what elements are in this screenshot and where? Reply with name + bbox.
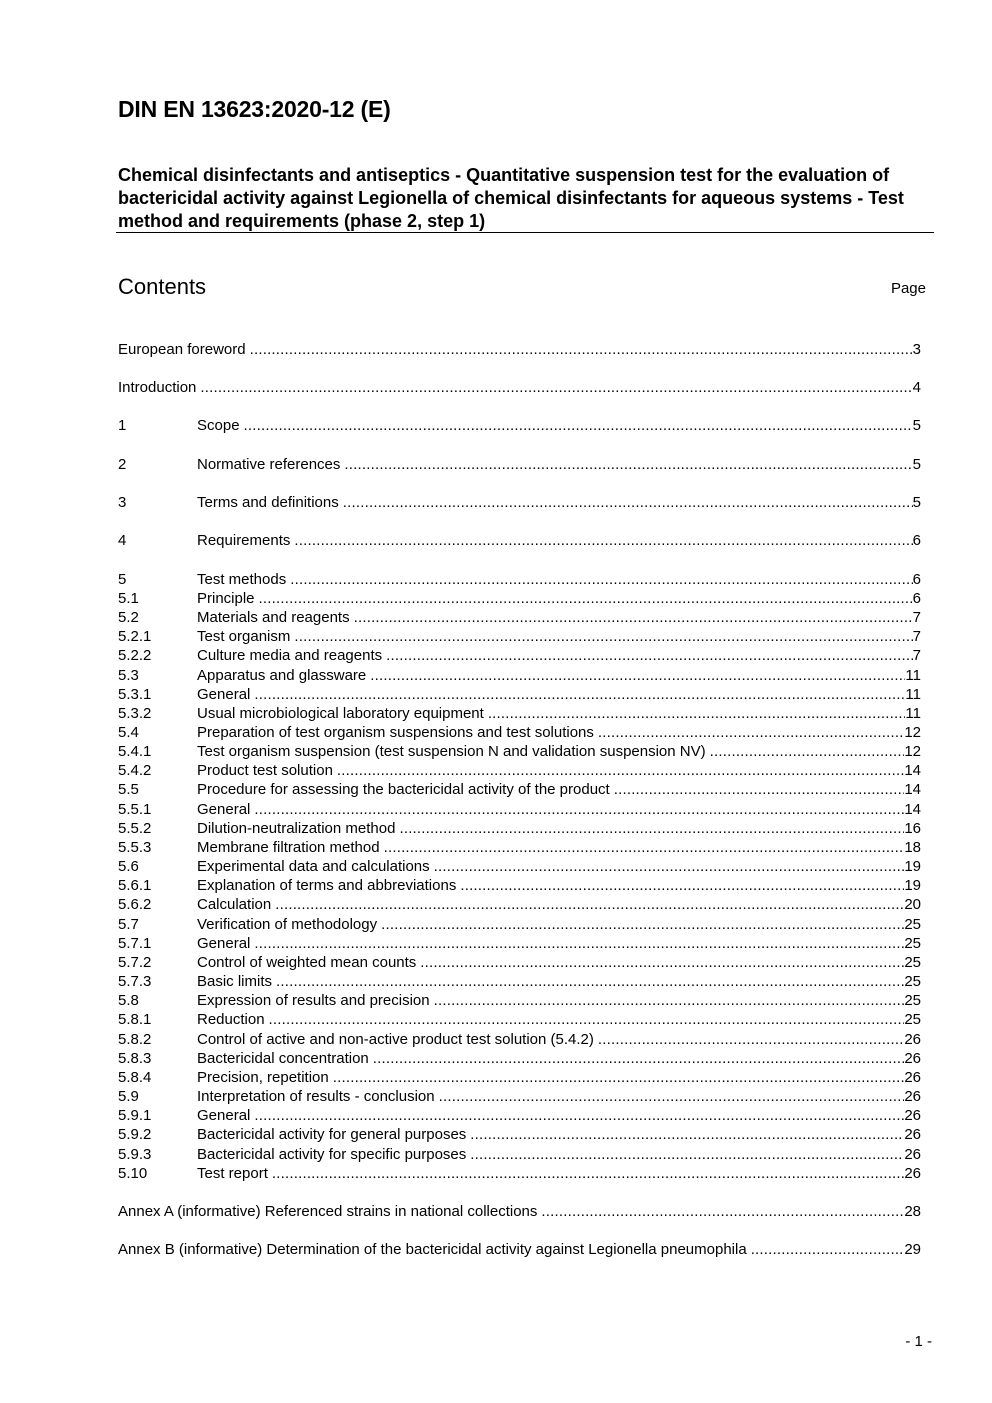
toc-page-number: 26: [904, 1031, 921, 1048]
toc-dot-leader: [254, 1106, 904, 1125]
toc-entry[interactable]: [118, 455, 921, 474]
toc-dot-leader: [275, 895, 904, 914]
toc-section-title: Precision, repetition: [197, 1069, 329, 1086]
toc-section-title: Calculation: [197, 896, 272, 913]
toc-dot-leader: [439, 1087, 905, 1106]
toc-dot-leader: [370, 666, 905, 685]
toc-section-number: 5.3.2: [118, 705, 152, 722]
toc-entry[interactable]: [118, 627, 921, 646]
toc-page-number: 5: [912, 494, 921, 511]
toc-dot-leader: [751, 1240, 905, 1259]
toc-entry[interactable]: [118, 685, 921, 704]
toc-page-number: 11: [905, 705, 921, 722]
toc-section-number: 5: [118, 571, 127, 588]
toc-section-title: Membrane filtration method: [197, 839, 380, 856]
toc-section-title: Procedure for assessing the bactericidal activity of the product: [197, 781, 610, 798]
toc-entry[interactable]: [118, 1164, 921, 1183]
toc-entry[interactable]: [118, 1106, 921, 1125]
footer-page-number: - 1 -: [905, 1333, 932, 1350]
toc-page-number: 7: [912, 647, 921, 664]
toc-page-number: 6: [912, 571, 921, 588]
toc-dot-leader: [290, 570, 912, 589]
toc-entry[interactable]: [118, 761, 921, 780]
toc-page-number: 14: [904, 762, 921, 779]
toc-page-number: 14: [904, 781, 921, 798]
toc-section-number: 5.2.2: [118, 647, 152, 664]
toc-dot-leader: [354, 608, 913, 627]
toc-entry[interactable]: [118, 1240, 921, 1259]
toc-dot-leader: [244, 416, 913, 435]
toc-section-number: 5.8.2: [118, 1031, 152, 1048]
toc-section-title: Dilution-neutralization method: [197, 820, 396, 837]
toc-section-title: Explanation of terms and abbreviations: [197, 877, 457, 894]
toc-page-number: 26: [904, 1107, 921, 1124]
toc-dot-leader: [470, 1145, 904, 1164]
toc-dot-leader: [276, 972, 904, 991]
toc-dot-leader: [420, 953, 904, 972]
toc-section-title: General: [197, 1107, 251, 1124]
toc-entry[interactable]: [118, 876, 921, 895]
toc-dot-leader: [254, 685, 905, 704]
toc-dot-leader: [381, 915, 904, 934]
toc-dot-leader: [598, 1030, 904, 1049]
toc-section-number: 5.8: [118, 992, 139, 1009]
toc-entry[interactable]: [118, 608, 921, 627]
toc-section-title: European foreword: [118, 341, 246, 358]
toc-section-number: 5.4.1: [118, 743, 152, 760]
toc-page-number: 14: [904, 801, 921, 818]
toc-section-title: Expression of results and precision: [197, 992, 430, 1009]
toc-entry[interactable]: [118, 531, 921, 550]
toc-section-number: 2: [118, 456, 127, 473]
toc-entry[interactable]: [118, 378, 921, 397]
toc-section-title: Bactericidal activity for specific purposes: [197, 1146, 467, 1163]
toc-section-title: General: [197, 686, 251, 703]
toc-section-number: 5.10: [118, 1165, 148, 1182]
toc-dot-leader: [470, 1125, 904, 1144]
toc-section-number: 1: [118, 417, 127, 434]
toc-section-number: 4: [118, 532, 127, 549]
toc-dot-leader: [710, 742, 905, 761]
toc-page-number: 6: [912, 590, 921, 607]
toc-dot-leader: [614, 780, 905, 799]
toc-entry[interactable]: [118, 934, 921, 953]
toc-entry[interactable]: [118, 1087, 921, 1106]
page-column-heading: Page: [890, 280, 926, 297]
toc-section-title: Normative references: [197, 456, 341, 473]
toc-section-title: Interpretation of results - conclusion: [197, 1088, 435, 1105]
toc-page-number: 26: [904, 1146, 921, 1163]
toc-section-title: Requirements: [197, 532, 291, 549]
toc-section-number: 5.7: [118, 916, 139, 933]
toc-section-title: Reduction: [197, 1011, 265, 1028]
toc-entry[interactable]: [118, 780, 921, 799]
toc-section-number: 5.5: [118, 781, 139, 798]
toc-section-title: Introduction: [118, 379, 197, 396]
toc-entry[interactable]: [118, 570, 921, 589]
toc-section-title: Principle: [197, 590, 255, 607]
toc-section-title: Experimental data and calculations: [197, 858, 430, 875]
toc-page-number: 26: [904, 1165, 921, 1182]
toc-section-title: General: [197, 801, 251, 818]
toc-entry[interactable]: [118, 1068, 921, 1087]
toc-dot-leader: [259, 589, 913, 608]
toc-dot-leader: [254, 800, 904, 819]
toc-page-number: 11: [905, 667, 921, 684]
toc-entry[interactable]: [118, 1010, 921, 1029]
toc-section-number: 5.8.4: [118, 1069, 152, 1086]
toc-page-number: 25: [904, 954, 921, 971]
toc-section-title: Preparation of test organism suspensions and test solutions: [197, 724, 594, 741]
toc-entry[interactable]: [118, 646, 921, 665]
toc-page-number: 16: [904, 820, 921, 837]
toc-section-title: Test organism: [197, 628, 291, 645]
toc-section-title: Apparatus and glassware: [197, 667, 367, 684]
toc-section-title: Verification of methodology: [197, 916, 378, 933]
toc-page-number: 5: [912, 456, 921, 473]
toc-page-number: 20: [904, 896, 921, 913]
toc-page-number: 26: [904, 1069, 921, 1086]
toc-section-number: 5.1: [118, 590, 139, 607]
toc-entry[interactable]: [118, 723, 921, 742]
toc-section-number: 5.7.1: [118, 935, 152, 952]
toc-dot-leader: [488, 704, 906, 723]
toc-dot-leader: [434, 991, 905, 1010]
toc-section-title: Test methods: [197, 571, 287, 588]
toc-dot-leader: [272, 1164, 904, 1183]
toc-dot-leader: [373, 1049, 905, 1068]
toc-page-number: 5: [912, 417, 921, 434]
toc-entry[interactable]: [118, 915, 921, 934]
toc-page-number: 26: [904, 1126, 921, 1143]
toc-section-title: Test report: [197, 1165, 268, 1182]
toc-dot-leader: [254, 934, 904, 953]
toc-page-number: 25: [904, 935, 921, 952]
toc-page-number: 12: [904, 724, 921, 741]
toc-section-number: 5.7.2: [118, 954, 152, 971]
toc-dot-leader: [344, 455, 912, 474]
toc-section-number: 5.9.2: [118, 1126, 152, 1143]
toc-dot-leader: [386, 646, 913, 665]
toc-dot-leader: [337, 761, 904, 780]
toc-page-number: 28: [904, 1203, 921, 1220]
toc-section-number: 5.4.2: [118, 762, 152, 779]
toc-section-number: 5.6.1: [118, 877, 152, 894]
contents-heading: Contents: [118, 274, 207, 299]
toc-section-number: 5.5.3: [118, 839, 152, 856]
toc-page-number: 29: [904, 1241, 921, 1258]
toc-page-number: 7: [912, 609, 921, 626]
toc-section-number: 5.3.1: [118, 686, 152, 703]
toc-page-number: 11: [905, 686, 921, 703]
toc-section-number: 5.6.2: [118, 896, 152, 913]
toc-section-number: 5.9: [118, 1088, 139, 1105]
toc-section-title: Product test solution: [197, 762, 333, 779]
toc-entry[interactable]: [118, 1145, 921, 1164]
toc-entry[interactable]: [118, 1030, 921, 1049]
toc-section-title: Annex B (informative) Determination of the bactericidal activity against Legionella pneumophila: [118, 1241, 747, 1258]
toc-entry[interactable]: [118, 666, 921, 685]
toc-dot-leader: [399, 819, 904, 838]
toc-entry[interactable]: [118, 1049, 921, 1068]
toc-entry[interactable]: [118, 493, 921, 512]
toc-section-number: 5.2: [118, 609, 139, 626]
toc-section-number: 5.5.1: [118, 801, 152, 818]
toc-page-number: 19: [904, 858, 921, 875]
toc-page-number: 7: [912, 628, 921, 645]
toc-section-title: Culture media and reagents: [197, 647, 383, 664]
toc-dot-leader: [384, 838, 905, 857]
toc-section-number: 3: [118, 494, 127, 511]
toc-section-number: 5.6: [118, 858, 139, 875]
toc-entry[interactable]: [118, 1125, 921, 1144]
title-underline: [116, 232, 934, 233]
toc-entry[interactable]: [118, 1202, 921, 1221]
toc-section-number: 5.9.3: [118, 1146, 152, 1163]
toc-section-title: Basic limits: [197, 973, 273, 990]
toc-dot-leader: [434, 857, 905, 876]
toc-entry[interactable]: [118, 704, 921, 723]
toc-section-number: 5.5.2: [118, 820, 152, 837]
toc-dot-leader: [343, 493, 913, 512]
toc-entry[interactable]: [118, 972, 921, 991]
toc-section-title: Bactericidal activity for general purposes: [197, 1126, 467, 1143]
toc-section-title: Scope: [197, 417, 240, 434]
toc-entry[interactable]: [118, 857, 921, 876]
toc-entry[interactable]: [118, 589, 921, 608]
toc-page-number: 4: [912, 379, 921, 396]
toc-section-title: Terms and definitions: [197, 494, 339, 511]
toc-page-number: 6: [912, 532, 921, 549]
toc-section-title: Control of weighted mean counts: [197, 954, 417, 971]
toc-page-number: 25: [904, 1011, 921, 1028]
toc-page-number: 12: [904, 743, 921, 760]
toc-page-number: 26: [904, 1050, 921, 1067]
toc-dot-leader: [460, 876, 904, 895]
toc-entry[interactable]: [118, 895, 921, 914]
toc-entry[interactable]: [118, 340, 921, 359]
toc-page-number: 25: [904, 973, 921, 990]
toc-entry[interactable]: [118, 991, 921, 1010]
toc-section-number: 5.7.3: [118, 973, 152, 990]
toc-section-title: Control of active and non-active product test solution (5.4.2): [197, 1031, 594, 1048]
toc-section-number: 5.9.1: [118, 1107, 152, 1124]
toc-section-title: Usual microbiological laboratory equipment: [197, 705, 484, 722]
toc-dot-leader: [333, 1068, 905, 1087]
toc-section-title: Bactericidal concentration: [197, 1050, 369, 1067]
toc-entry[interactable]: [118, 416, 921, 435]
toc-dot-leader: [541, 1202, 904, 1221]
toc-section-number: 5.8.1: [118, 1011, 152, 1028]
toc-section-title: Test organism suspension (test suspension N and validation suspension NV): [197, 743, 706, 760]
toc-entry[interactable]: [118, 800, 921, 819]
toc-dot-leader: [200, 378, 912, 397]
toc-dot-leader: [294, 531, 912, 550]
toc-section-title: General: [197, 935, 251, 952]
toc-section-number: 5.4: [118, 724, 139, 741]
toc-section-number: 5.3: [118, 667, 139, 684]
toc-section-title: Materials and reagents: [197, 609, 350, 626]
toc-page-number: 26: [904, 1088, 921, 1105]
toc-entry[interactable]: [118, 819, 921, 838]
toc-page-number: 18: [904, 839, 921, 856]
toc-entry[interactable]: [118, 838, 921, 857]
toc-page-number: 3: [912, 341, 921, 358]
toc-page-number: 25: [904, 992, 921, 1009]
toc-entry[interactable]: [118, 742, 921, 761]
toc-dot-leader: [294, 627, 912, 646]
toc-section-number: 5.8.3: [118, 1050, 152, 1067]
document-id: DIN EN 13623:2020-12 (E): [118, 96, 391, 122]
toc-dot-leader: [598, 723, 904, 742]
toc-dot-leader: [269, 1010, 905, 1029]
toc-dot-leader: [250, 340, 913, 359]
toc-entry[interactable]: [118, 953, 921, 972]
toc-section-title: Annex A (informative) Referenced strains in national collections: [118, 1203, 538, 1220]
document-title: Chemical disinfectants and antiseptics - Quantitative suspension test for the evaluation of bactericidal activity against Legionella of chemical disinfectants for aqueous systems - Test method and requirements (phase 2, step 1): [118, 165, 904, 231]
toc-page-number: 19: [904, 877, 921, 894]
toc-section-number: 5.2.1: [118, 628, 152, 645]
toc-page-number: 25: [904, 916, 921, 933]
